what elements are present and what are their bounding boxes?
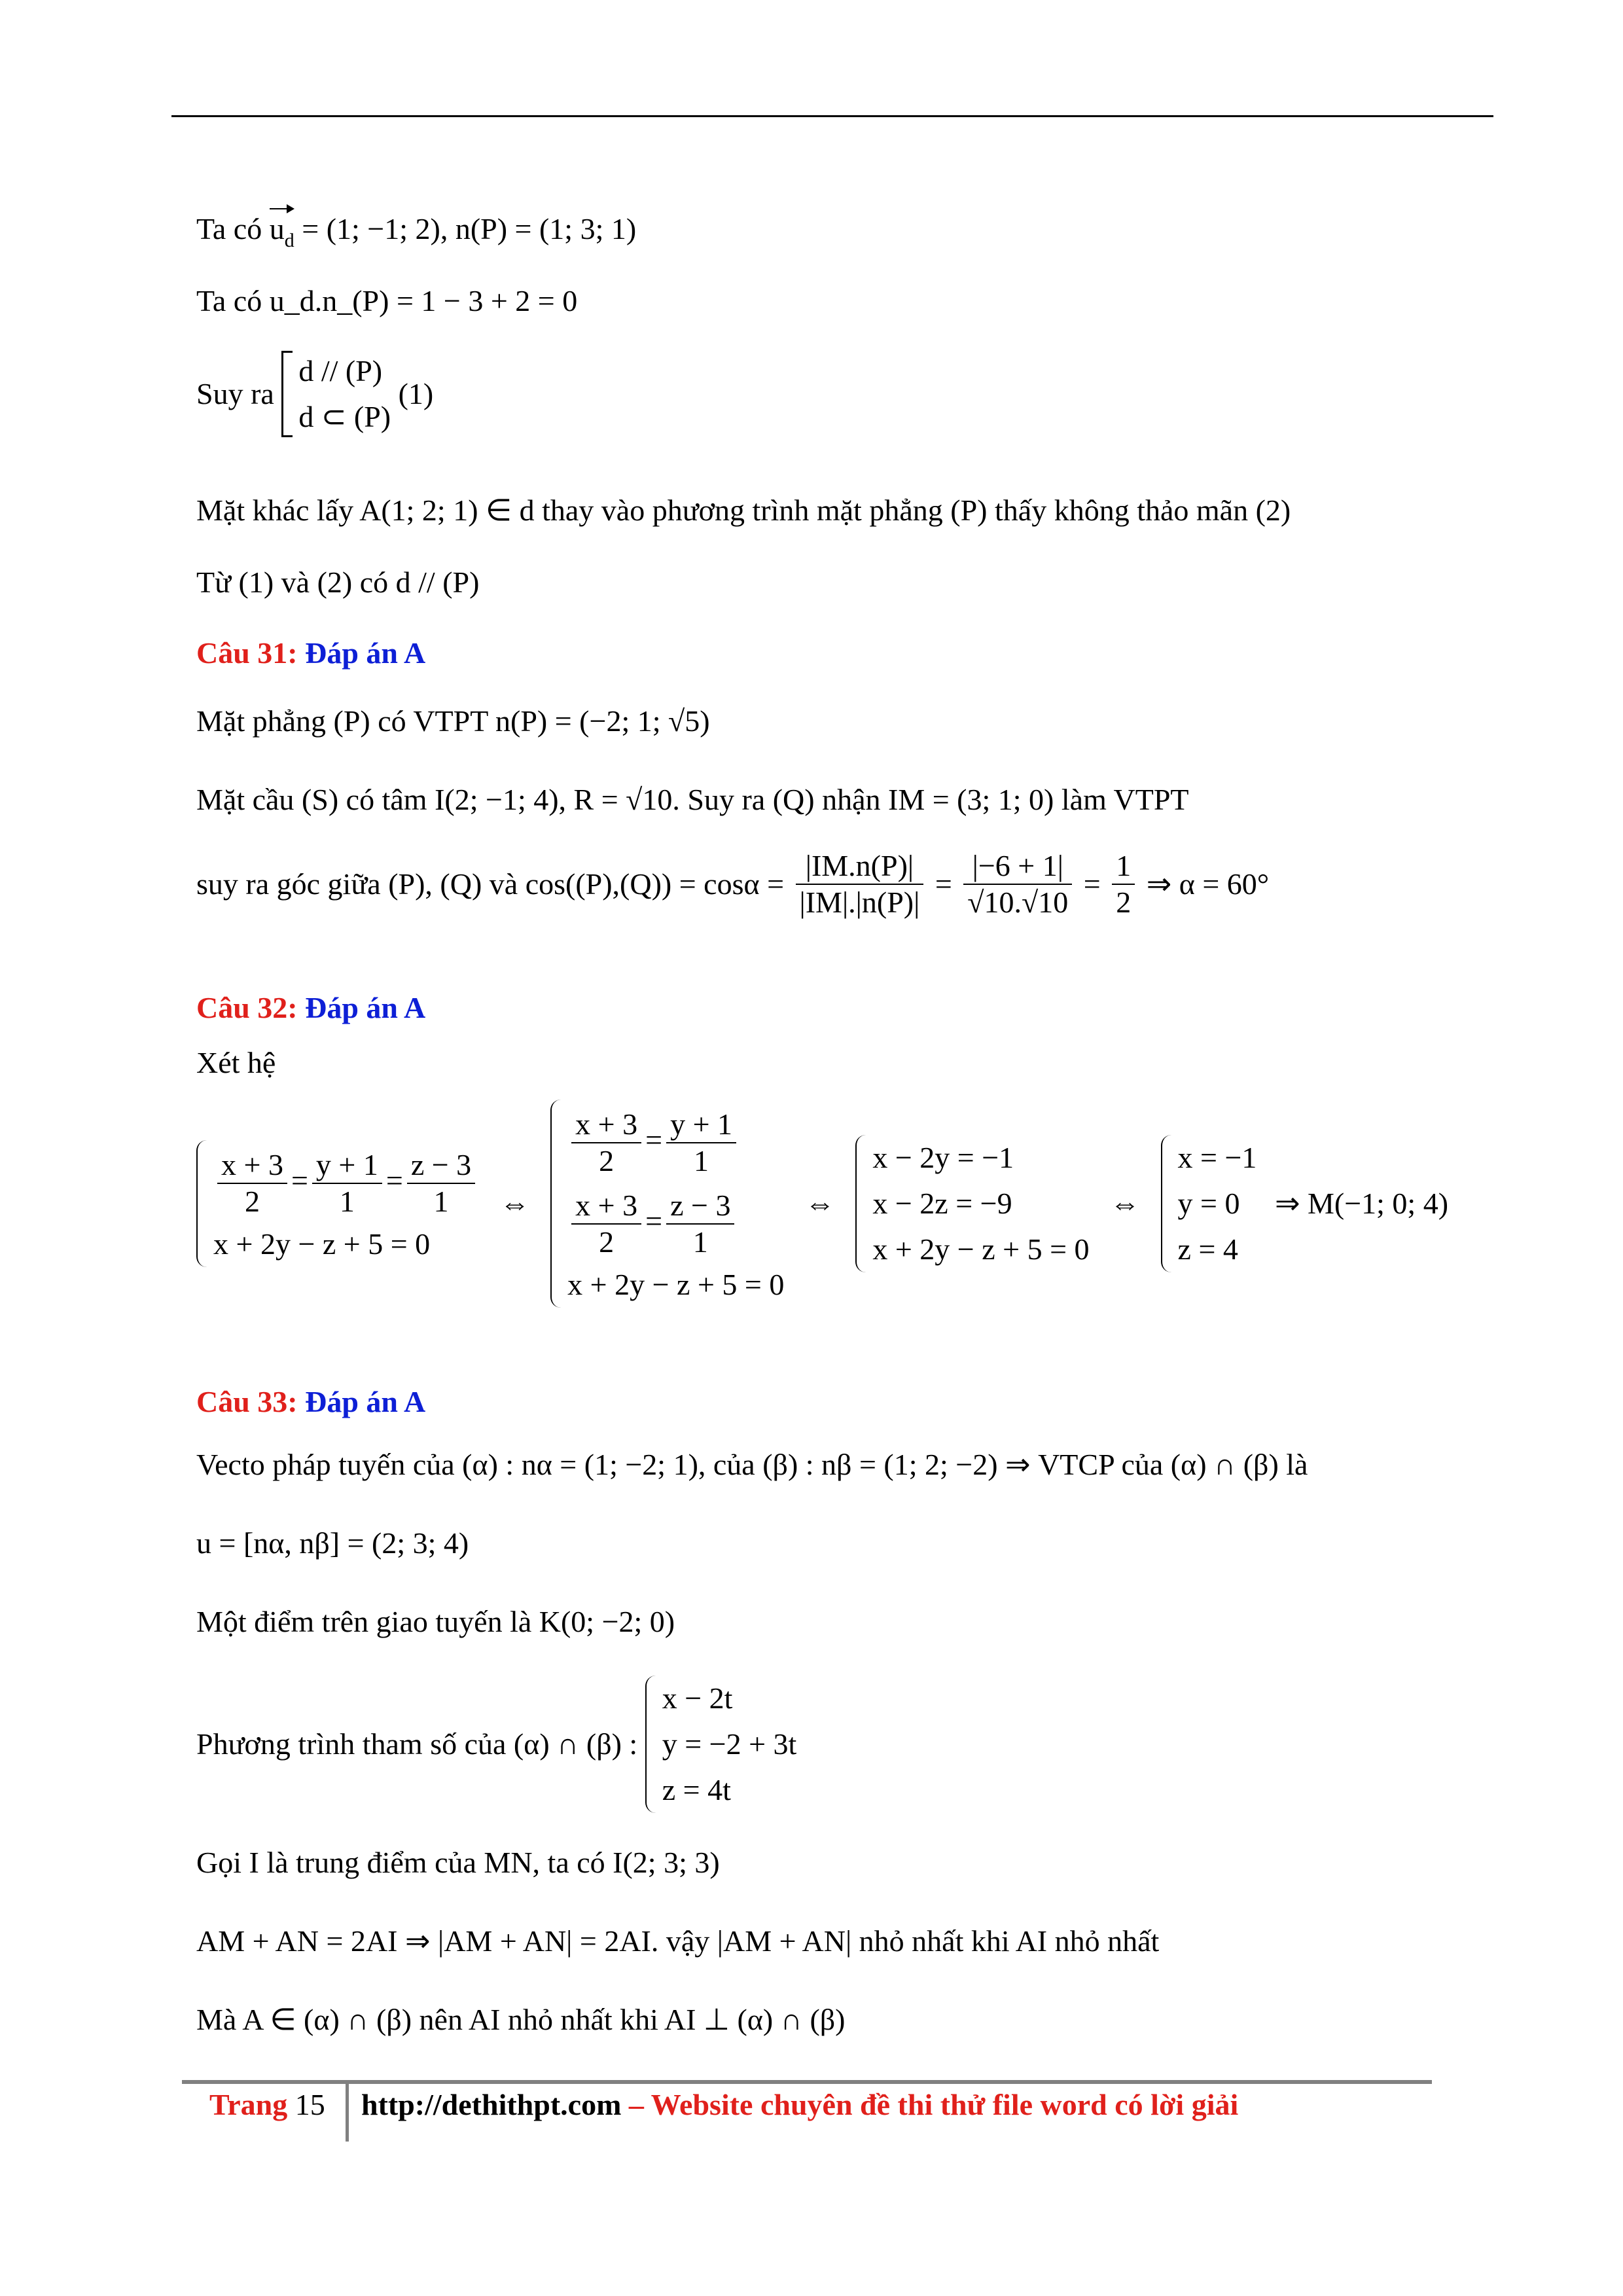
equation: y = −2 + 3t (662, 1727, 797, 1761)
system-4 (1161, 1135, 1257, 1272)
numerator: y + 1 (666, 1107, 736, 1143)
numerator: x + 3 (571, 1107, 641, 1143)
math: IM = (3; 1; 0) (888, 783, 1054, 816)
q32-intro (196, 1045, 276, 1081)
text: Ta có (196, 284, 262, 317)
question-label: Câu 31: (196, 636, 298, 670)
equivalence: ⇔ (499, 1187, 530, 1220)
text: và (489, 867, 518, 901)
system-2: $\frac{x + 3}{2}$ = $\frac{y + 1}{1}$ $\frac{x + 3}{2}$ = $\frac{z - 3}{1}$ x + 2y − z + 5 = 0 (550, 1100, 784, 1308)
header-rule (171, 115, 1493, 117)
q33-line-7: Mà A ∈ (α) ∩ (β) nên AI nhỏ nhất khi AI ⊥ (α) ∩ (β) (196, 2003, 846, 2036)
math: I(2; −1; 4), R = √10. (435, 783, 680, 816)
page-label: Trang (209, 2088, 288, 2121)
case-contained: d ⊂ (P) (298, 400, 391, 433)
equation: z = 4t (662, 1773, 731, 1806)
footer-website (361, 2087, 1238, 2123)
line-tu-1-2 (196, 564, 479, 601)
text: Ta có (196, 212, 262, 245)
text: Mặt khác lấy (196, 493, 354, 527)
denominator: 2 (244, 1185, 260, 1219)
denominator: 1 (433, 1185, 449, 1219)
text: có VTPT (378, 704, 488, 738)
result: ⇒ M(−1; 0; 4) (1274, 1187, 1449, 1220)
denominator: 1 (692, 1225, 708, 1259)
system-1: $\frac{x + 3}{2}$ = $\frac{y + 1}{1}$ = $\frac{z - 3}{1}$ x + 2y − z + 5 = 0 (196, 1140, 479, 1267)
text: Mặt phẳng (196, 704, 327, 738)
numerator: y + 1 (312, 1147, 382, 1184)
equation: x − 2z = −9 (872, 1187, 1012, 1220)
text: có tâm (346, 783, 427, 816)
equation: y = 0 (1177, 1187, 1240, 1220)
denominator: 1 (339, 1185, 355, 1219)
equivalence: ⇔ (1110, 1187, 1141, 1220)
line-suy-ra (196, 348, 433, 440)
numerator: |IM.n(P)| (796, 848, 924, 885)
math: A(1; 2; 1) ∈ d (359, 493, 535, 527)
footer-page-number (209, 2087, 325, 2123)
math: u_d.n_(P) = 1 − 3 + 2 = 0 (269, 284, 578, 317)
equation: x − 2t (662, 1681, 733, 1715)
numerator: z − 3 (666, 1188, 734, 1225)
q33-line-2: u = [nα, nβ] = (2; 3; 4) (196, 1526, 469, 1560)
math: d // (P) (395, 565, 480, 599)
numerator: x + 3 (571, 1188, 641, 1225)
website-link[interactable]: http://dethithpt.com (361, 2088, 622, 2121)
heading-cau-31 (196, 635, 425, 672)
page-number: 15 (294, 2088, 325, 2121)
equation: x = −1 (1177, 1141, 1257, 1174)
q31-line-3: suy ra góc giữa (P), (Q) và cos((P),(Q)) = cosα = $\frac{|IM.n(P)|}{|IM|.|n(P)|}$ = $\frac{|-6 + 1|}{√10.√10}$ = $\frac{1}{2}$ ⇒ α = 60° (196, 849, 1270, 919)
math: (Q) (772, 783, 815, 816)
equation: x + 2y − z + 5 = 0 (872, 1232, 1090, 1266)
text: Từ (1) và (2) có (196, 565, 389, 599)
math: (P) (333, 704, 370, 738)
q32-system (196, 1100, 1448, 1308)
text: thấy không thảo mãn (2) (995, 493, 1291, 527)
answer-label: Đáp án A (305, 636, 426, 670)
math: (P), (Q) (388, 867, 482, 901)
q31-line-2 (196, 781, 1189, 818)
fraction-half (1112, 848, 1135, 920)
fraction-value (963, 848, 1072, 920)
equation: z = 4 (1177, 1232, 1238, 1266)
denominator: √10.√10 (967, 886, 1069, 919)
footer-rule (182, 2080, 1432, 2084)
text: thay vào phương trình mặt phẳng (542, 493, 943, 527)
numerator: z − 3 (407, 1147, 475, 1184)
answer-label: Đáp án A (305, 1385, 426, 1418)
fraction-cos (796, 848, 924, 920)
math: (1; −1; 2), n(P) = (1; 3; 1) (326, 212, 637, 245)
numerator: |−6 + 1| (963, 848, 1072, 885)
math: (P) (950, 493, 988, 527)
question-label: Câu 33: (196, 1385, 298, 1418)
q33-line-1: Vecto pháp tuyến của (α) : nα = (1; −2; 1), của (β) : nβ = (1; 2; −2) ⇒ VTCP của (α) ∩ (β) là (196, 1448, 1308, 1481)
denominator: 2 (1116, 886, 1132, 919)
denominator: 2 (599, 1144, 615, 1178)
text: làm VTPT (1061, 783, 1189, 816)
line-mat-khac (196, 492, 1291, 529)
text: Suy ra (196, 377, 274, 410)
numerator: 1 (1112, 848, 1135, 885)
equation: x + 2y − z + 5 = 0 (567, 1268, 785, 1301)
answer-label: Đáp án A (305, 991, 426, 1024)
q33-line-5: Gọi I là trung điểm của MN, ta có I(2; 3; 3) (196, 1846, 720, 1879)
q33-line-6: AM + AN = 2AI ⇒ |AM + AN| = 2AI. vậy |AM + AN| nhỏ nhất khi AI nhỏ nhất (196, 1924, 1160, 1958)
denominator: 2 (599, 1225, 615, 1259)
tagline: – Website chuyên đề thi thử file word có lời giải (621, 2088, 1239, 2121)
math: n(P) = (−2; 1; √5) (495, 704, 710, 738)
equivalence: ⇔ (804, 1187, 835, 1220)
footer-divider (346, 2083, 349, 2142)
line-ta-co-1: Ta có $u_d = (1$; −1; 2), n(P) = (1; 3; 1) (196, 207, 636, 251)
numerator: x + 3 (217, 1147, 287, 1184)
system-3 (855, 1135, 1089, 1272)
equation: x + 2y − z + 5 = 0 (213, 1227, 431, 1261)
math: (S) (301, 783, 339, 816)
heading-cau-33 (196, 1384, 425, 1420)
line-ta-co-2 (196, 283, 577, 319)
q33-line-4 (196, 1676, 796, 1813)
text: Xét hệ (196, 1046, 276, 1079)
case-parallel: d // (P) (298, 354, 383, 387)
vector-ud: $u_d$ (270, 207, 294, 251)
text: suy ra góc giữa (196, 867, 381, 901)
math: cos((P),(Q)) = cosα = (525, 867, 785, 901)
q31-line-1 (196, 703, 710, 740)
bracket-cases (281, 348, 391, 440)
param-system (645, 1676, 797, 1813)
text: Mặt cầu (196, 783, 294, 816)
q33-line-3: Một điểm trên giao tuyến là K(0; −2; 0) (196, 1605, 675, 1638)
text: Phương trình tham số của (α) ∩ (β) : (196, 1727, 638, 1761)
heading-cau-32 (196, 990, 425, 1026)
equation: x − 2y = −1 (872, 1141, 1014, 1174)
math: ⇒ α = 60° (1146, 867, 1270, 901)
label-1: (1) (398, 377, 434, 410)
text: nhận (822, 783, 881, 816)
denominator: |IM|.|n(P)| (799, 886, 920, 919)
question-label: Câu 32: (196, 991, 298, 1024)
text: Suy ra (687, 783, 766, 816)
denominator: 1 (694, 1144, 709, 1178)
